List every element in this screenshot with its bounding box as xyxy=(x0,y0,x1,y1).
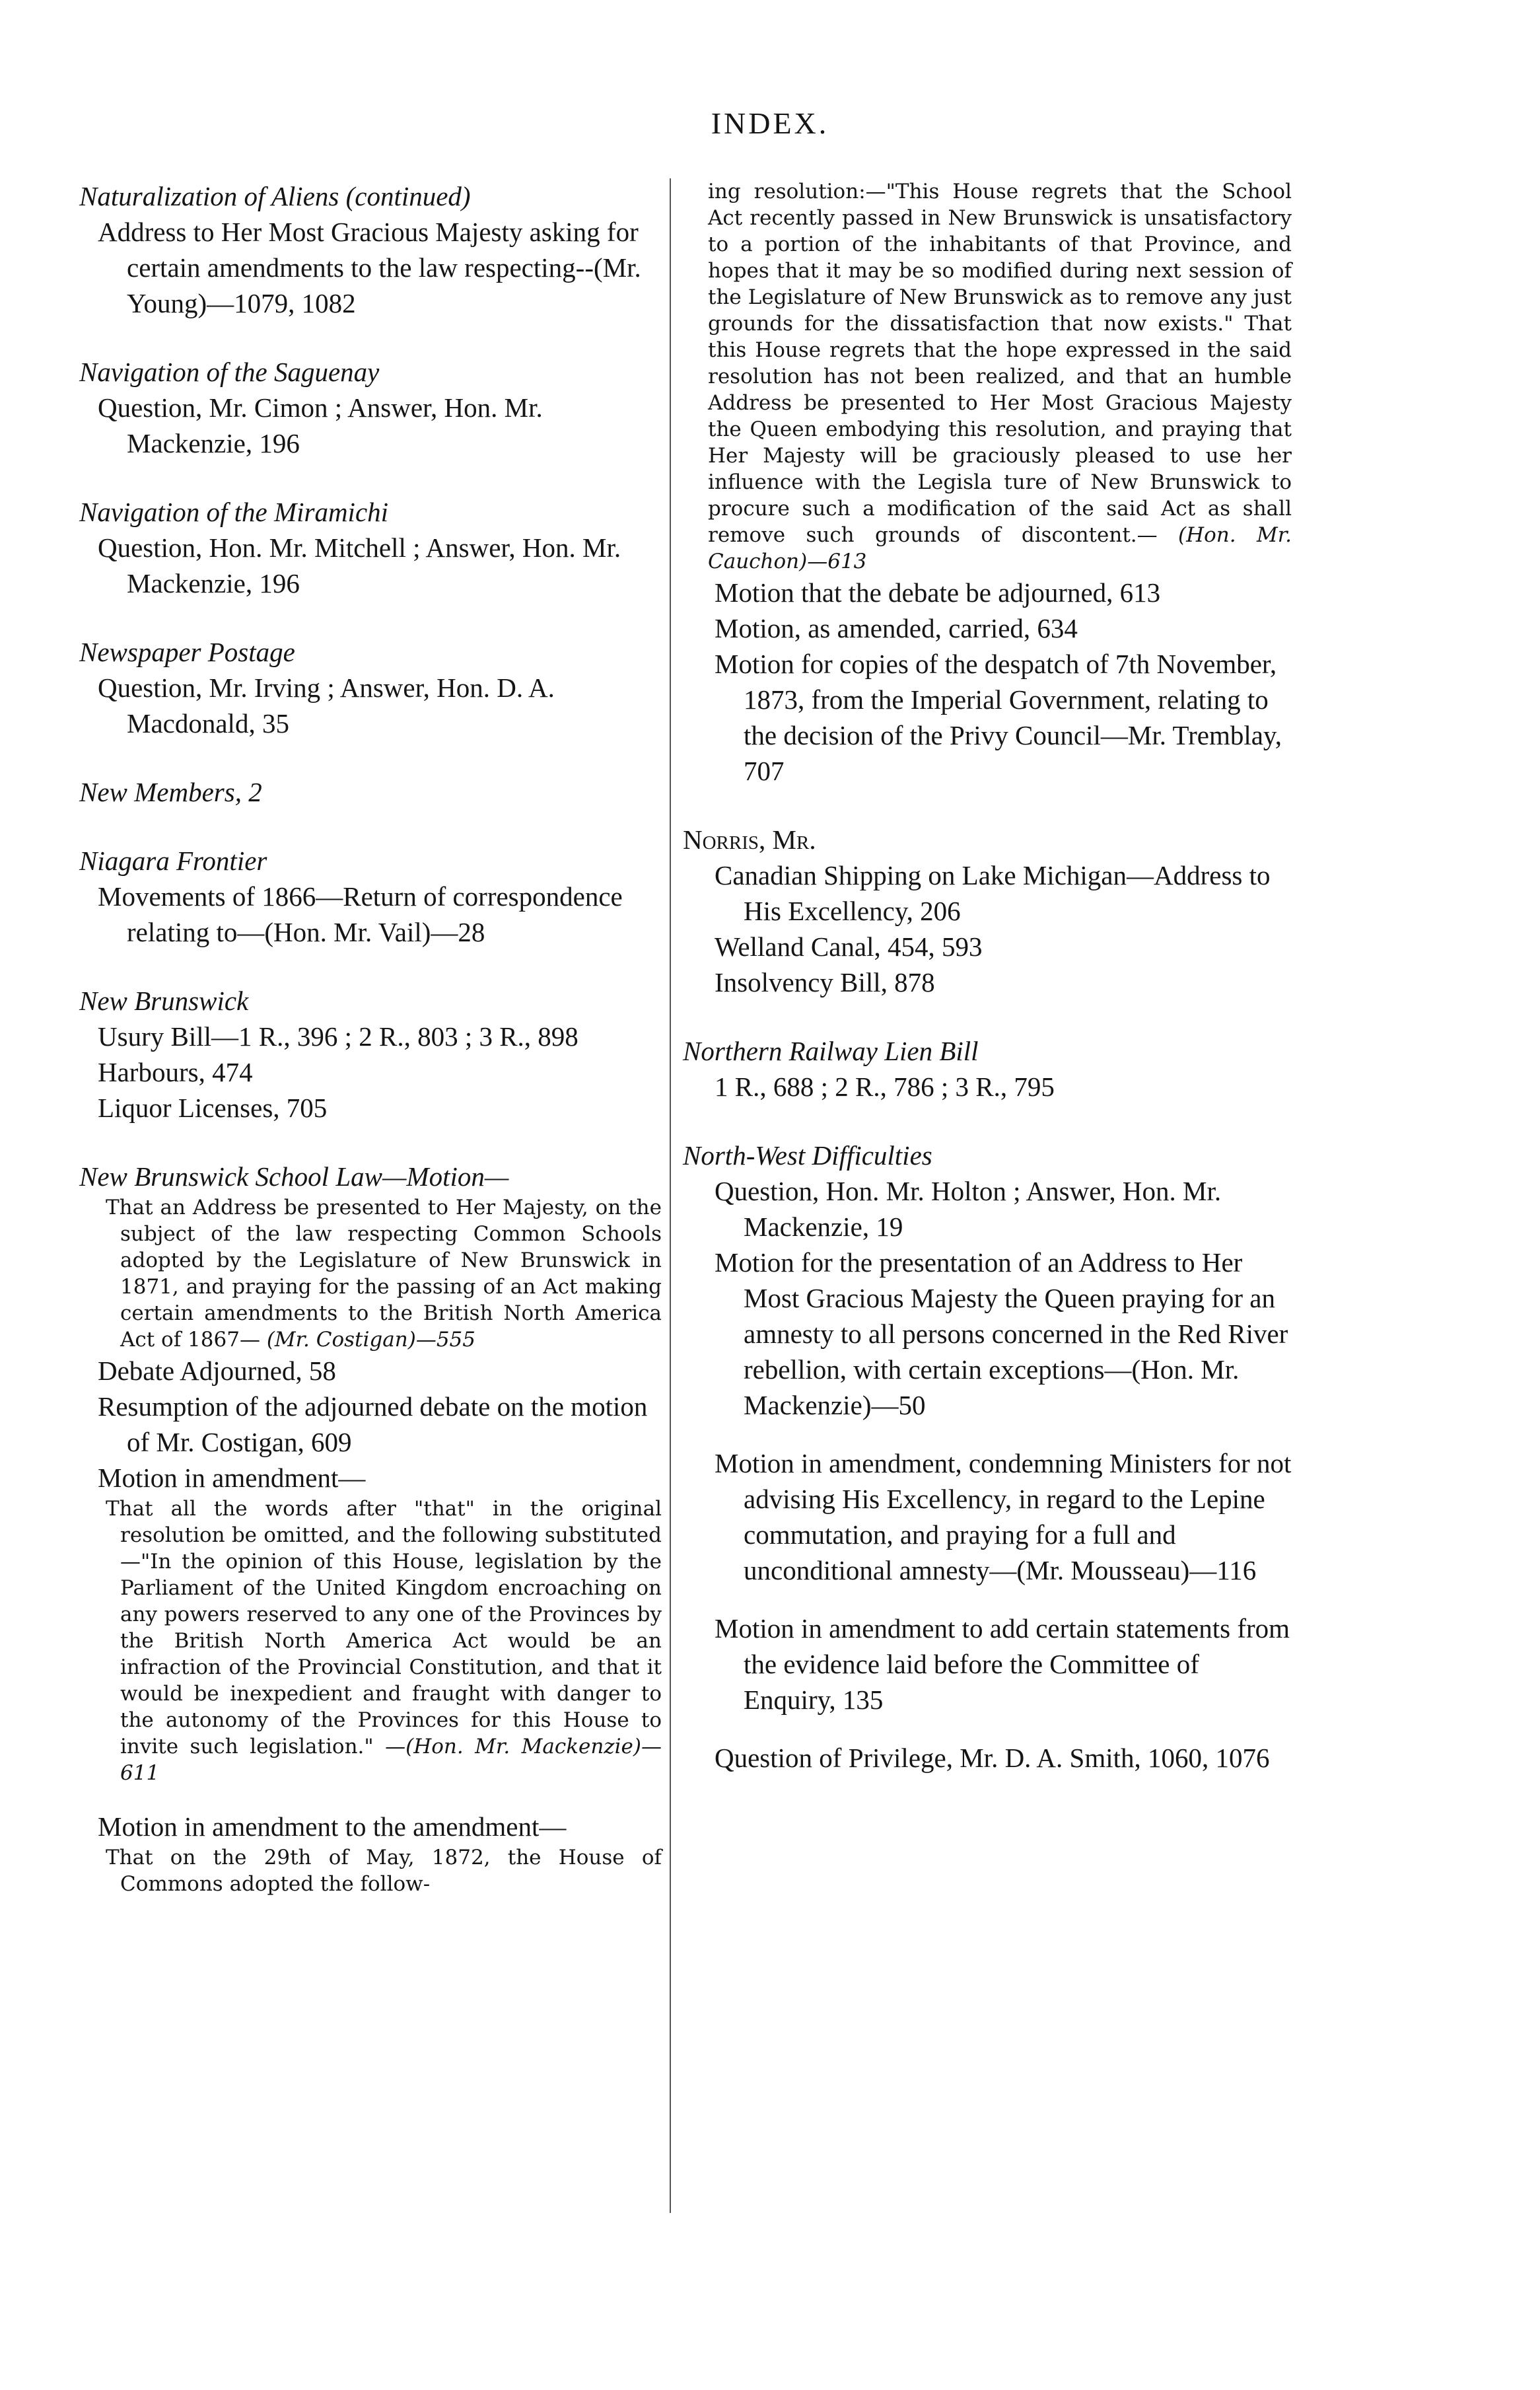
entry-line: Motion for the presentation of an Address to Her Most Gracious Majesty the Queen praying for an amnesty to all persons concerned in the Red River rebellion, with certain exceptions—(Hon. Mr. Mackenzie)—50 xyxy=(715,1247,1288,1420)
index-entry xyxy=(81,494,662,601)
index-entry xyxy=(81,178,662,321)
entry-line: Usury Bill—1 R., 396 ; 2 R., 803 ; 3 R., 898 xyxy=(98,1021,578,1052)
index-entry xyxy=(81,354,662,461)
entry-heading: New Brunswick xyxy=(79,986,249,1016)
entry-heading: North-West Difficulties xyxy=(683,1140,932,1171)
spacer xyxy=(81,1786,662,1809)
index-entry xyxy=(81,1159,662,1897)
index-entry xyxy=(81,774,662,810)
quote-text: That an Address be presented to Her Majesty, on the subject of the law respecting Common Schools adopted by the Legislature of New Brunswick in 1871, and praying for the passing of an Act making certain amendments to the British North America Act of 1867— xyxy=(106,1196,662,1352)
entry-line: Resumption of the adjourned debate on the motion of Mr. Costigan, 609 xyxy=(98,1391,648,1457)
entry-heading: Newspaper Postage xyxy=(79,637,295,667)
entry-heading: Navigation of the Saguenay xyxy=(79,357,380,387)
entry-heading: Norris, Mr. xyxy=(683,824,816,855)
entry-line: Motion that the debate be adjourned, 613 xyxy=(715,577,1161,608)
spacer xyxy=(684,1423,1292,1445)
page-title: INDEX. xyxy=(711,106,829,140)
entry-line: Motion in amendment— xyxy=(98,1463,366,1493)
index-entry xyxy=(81,983,662,1126)
entry-line: Question of Privilege, Mr. D. A. Smith, 1060, 1076 xyxy=(715,1743,1270,1773)
index-entry xyxy=(81,843,662,950)
entry-line: Liquor Licenses, 705 xyxy=(98,1093,328,1123)
entry-line: Motion in amendment, condemning Ministers for not advising His Excellency, in regard to the Lepine commutation, and praying for a full and unconditional amnesty—(Mr. Mousseau)—116 xyxy=(715,1448,1292,1585)
index-entry xyxy=(684,1138,1292,1776)
quote-text: That all the words after "that" in the original resolution be omitted, and the following substituted—"In the opinion of this House, legislation by the Parliament of the United Kingdom encroaching on any powers reserved to any one of the Provinces by the British North America Act would be an infraction of the Provincial Constitution, and that it would be inexpedient and fraught with danger to the autonomy of the Provinces for this House to invite such legislation." xyxy=(106,1497,662,1758)
spacer xyxy=(684,1718,1292,1740)
entry-line: Welland Canal, 454, 593 xyxy=(715,931,983,962)
entry-line: Debate Adjourned, 58 xyxy=(98,1356,336,1386)
entry-line: Motion in amendment to add certain statements from the evidence laid before the Committee of Enquiry, 135 xyxy=(715,1613,1290,1715)
entry-line: Movements of 1866—Return of correspondence relating to—(Hon. Mr. Vail)—28 xyxy=(98,881,623,947)
entry-line: Question, Hon. Mr. Holton ; Answer, Hon. Mr. Mackenzie, 19 xyxy=(715,1176,1222,1242)
index-entry-continued xyxy=(684,178,1292,789)
entry-line: Motion, as amended, carried, 634 xyxy=(715,613,1078,643)
quote-attribution: (Hon. Mr. Cauchon)—613 xyxy=(708,523,1292,573)
right-column xyxy=(684,178,1292,1809)
entry-heading: Northern Railway Lien Bill xyxy=(683,1036,979,1066)
entry-line: Canadian Shipping on Lake Michigan—Address to His Excellency, 206 xyxy=(715,860,1271,926)
index-entry xyxy=(684,1033,1292,1104)
entry-heading: Naturalization of Aliens (continued) xyxy=(79,181,471,211)
quote-attribution: (Mr. Costigan)—555 xyxy=(266,1328,475,1352)
entry-line: Motion for copies of the despatch of 7th November, 1873, from the Imperial Government, relating to the decision of the Privy Council—Mr. Tremblay, 707 xyxy=(715,649,1282,786)
entry-heading: Navigation of the Miramichi xyxy=(79,497,389,527)
entry-heading: Niagara Frontier xyxy=(79,846,267,876)
entry-line: Harbours, 474 xyxy=(98,1057,253,1087)
quoted-motion xyxy=(684,178,1292,575)
entry-line: Motion in amendment to the amendment— xyxy=(98,1811,567,1842)
entry-heading: New Members, 2 xyxy=(79,777,262,807)
spacer xyxy=(684,1588,1292,1611)
quote-attribution: —(Hon. Mr. Mackenzie)—611 xyxy=(120,1735,662,1785)
index-entry xyxy=(684,822,1292,1000)
entry-heading: New Brunswick School Law—Motion— xyxy=(79,1161,509,1192)
quote-text: ing resolution:—"This House regrets that the School Act recently passed in New Brunswick is unsatisfactory to a portion of the inhabitants of that Province, and hopes that it may be so modified during next session of the Legislature of New Brunswick as to remove any just grounds for the dissatisfaction that now exists." That this House regrets that the hope expressed in the said resolution has not been realized, and that an humble Address be presented to Her Most Gracious Majesty the Queen embodying this resolution, and praying that Her Majesty will be graciously pleased to use her influence with the Legisla ture of New Brunswick to procure such a modification of the said Act as shall remove such grounds of discontent.— xyxy=(708,180,1292,547)
entry-line: Question, Mr. Irving ; Answer, Hon. D. A. Macdonald, 35 xyxy=(98,672,555,739)
entry-line: 1 R., 688 ; 2 R., 786 ; 3 R., 795 xyxy=(715,1071,1055,1102)
index-entry xyxy=(81,634,662,741)
entry-line: Question, Hon. Mr. Mitchell ; Answer, Hon. Mr. Mackenzie, 196 xyxy=(98,532,621,598)
column-divider xyxy=(670,178,671,2213)
quoted-motion xyxy=(81,1496,662,1786)
quoted-motion: That on the 29th of May, 1872, the House of Commons adopted the follow- xyxy=(106,1846,662,1896)
quoted-motion xyxy=(81,1194,662,1353)
entry-line: Insolvency Bill, 878 xyxy=(715,967,935,997)
left-column xyxy=(81,178,662,1930)
entry-line: Address to Her Most Gracious Majesty asking for certain amendments to the law respecting--(Mr. Young)—1079, 1082 xyxy=(98,217,641,318)
entry-line: Question, Mr. Cimon ; Answer, Hon. Mr. Mackenzie, 196 xyxy=(98,392,543,458)
